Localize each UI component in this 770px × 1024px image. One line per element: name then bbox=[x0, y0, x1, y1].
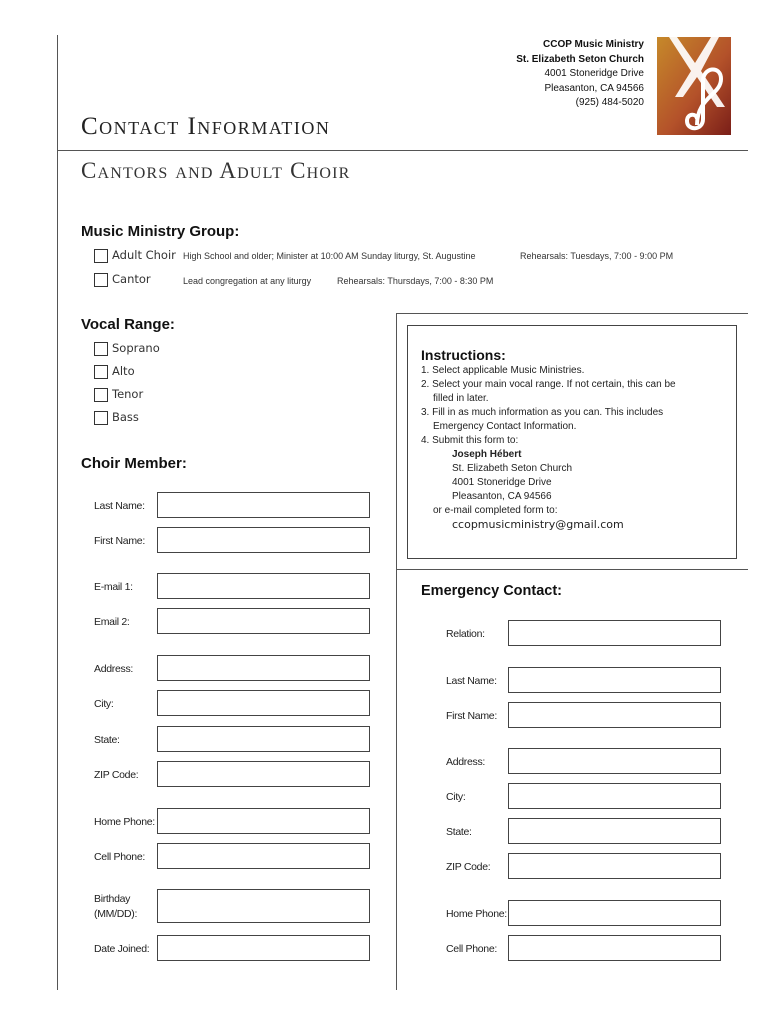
submit-email[interactable]: ccopmusicministry@gmail.com bbox=[452, 518, 624, 531]
emergency-city-field[interactable] bbox=[508, 783, 721, 809]
emergency-state-label: State: bbox=[446, 826, 472, 838]
member-address-field[interactable] bbox=[157, 655, 370, 681]
vocal-range-heading: Vocal Range: bbox=[81, 316, 175, 333]
emergency-relation-field[interactable] bbox=[508, 620, 721, 646]
member-date-joined-label: Date Joined: bbox=[94, 943, 150, 955]
title-rule bbox=[57, 150, 748, 151]
cantor-label: Cantor bbox=[112, 272, 151, 286]
instruction-step-3-cont: Emergency Contact Information. bbox=[433, 421, 577, 432]
member-state-field[interactable] bbox=[157, 726, 370, 752]
emergency-home-phone-label: Home Phone: bbox=[446, 908, 507, 920]
cantor-desc: Lead congregation at any liturgy bbox=[183, 276, 312, 286]
alto-label: Alto bbox=[112, 364, 135, 378]
member-cell-phone-label: Cell Phone: bbox=[94, 851, 145, 863]
submit-street: 4001 Stoneridge Drive bbox=[452, 477, 552, 488]
emergency-last-name-field[interactable] bbox=[508, 667, 721, 693]
emergency-cell-phone-label: Cell Phone: bbox=[446, 943, 497, 955]
header-org: CCOP Music Ministry bbox=[543, 39, 644, 50]
birthday-label-line2: (MM/DD): bbox=[94, 908, 138, 920]
emergency-city-label: City: bbox=[446, 791, 466, 803]
member-city-field[interactable] bbox=[157, 690, 370, 716]
submit-city: Pleasanton, CA 94566 bbox=[452, 491, 552, 502]
emergency-first-name-field[interactable] bbox=[508, 702, 721, 728]
instructions-top-rule bbox=[396, 313, 748, 314]
header-church: St. Elizabeth Seton Church bbox=[516, 53, 644, 65]
soprano-checkbox[interactable] bbox=[94, 342, 108, 356]
member-first-name-label: First Name: bbox=[94, 535, 145, 547]
instructions-text bbox=[421, 364, 676, 532]
member-email2-label: Email 2: bbox=[94, 616, 130, 628]
emergency-zip-label: ZIP Code: bbox=[446, 861, 491, 873]
emergency-top-rule bbox=[396, 569, 748, 570]
bass-checkbox[interactable] bbox=[94, 411, 108, 425]
header-street: 4001 Stoneridge Drive bbox=[544, 68, 644, 79]
submit-or-email: or e-mail completed form to: bbox=[433, 505, 558, 516]
instruction-step-4: 4. Submit this form to: bbox=[421, 435, 519, 446]
choir-member-heading: Choir Member: bbox=[81, 455, 187, 472]
tenor-checkbox[interactable] bbox=[94, 388, 108, 402]
emergency-home-phone-field[interactable] bbox=[508, 900, 721, 926]
soprano-label: Soprano bbox=[112, 341, 160, 355]
cantor-rehearsal: Rehearsals: Thursdays, 7:00 - 8:30 PM bbox=[337, 276, 494, 286]
member-home-phone-field[interactable] bbox=[157, 808, 370, 834]
instruction-step-2-cont: filled in later. bbox=[433, 393, 489, 404]
adult-choir-rehearsal: Rehearsals: Tuesdays, 7:00 - 9:00 PM bbox=[520, 251, 674, 261]
tenor-label: Tenor bbox=[112, 387, 144, 401]
member-state-label: State: bbox=[94, 734, 120, 746]
member-birthday-field[interactable] bbox=[157, 889, 370, 923]
adult-choir-checkbox[interactable] bbox=[94, 249, 108, 263]
member-home-phone-label: Home Phone: bbox=[94, 816, 155, 828]
alto-checkbox[interactable] bbox=[94, 365, 108, 379]
group-heading: Music Ministry Group: bbox=[81, 223, 240, 240]
member-zip-field[interactable] bbox=[157, 761, 370, 787]
member-email1-label: E-mail 1: bbox=[94, 581, 133, 593]
member-last-name-field[interactable] bbox=[157, 492, 370, 518]
member-city-label: City: bbox=[94, 698, 114, 710]
emergency-cell-phone-field[interactable] bbox=[508, 935, 721, 961]
emergency-last-name-label: Last Name: bbox=[446, 675, 497, 687]
member-cell-phone-field[interactable] bbox=[157, 843, 370, 869]
emergency-state-field[interactable] bbox=[508, 818, 721, 844]
page-title: Contact Information bbox=[81, 113, 331, 140]
member-birthday-label bbox=[94, 892, 137, 922]
header-phone: (925) 484-5020 bbox=[575, 97, 644, 108]
member-email1-field[interactable] bbox=[157, 573, 370, 599]
member-address-label: Address: bbox=[94, 663, 134, 675]
submit-name: Joseph Hébert bbox=[452, 449, 522, 460]
page-subtitle: Cantors and Adult Choir bbox=[81, 158, 351, 183]
header-address bbox=[516, 38, 644, 111]
emergency-first-name-label: First Name: bbox=[446, 710, 497, 722]
adult-choir-desc: High School and older; Minister at 10:00 AM Sunday liturgy, St. Augustine bbox=[183, 251, 476, 261]
music-ministry-logo bbox=[657, 37, 731, 135]
emergency-heading: Emergency Contact: bbox=[421, 583, 563, 599]
member-last-name-label: Last Name: bbox=[94, 500, 145, 512]
left-margin-rule bbox=[57, 35, 58, 990]
instruction-step-3: 3. Fill in as much information as you can. This includes bbox=[421, 407, 664, 418]
instruction-step-2: 2. Select your main vocal range. If not certain, this can be bbox=[421, 379, 676, 390]
submit-church: St. Elizabeth Seton Church bbox=[452, 463, 573, 474]
member-first-name-field[interactable] bbox=[157, 527, 370, 553]
instruction-step-1: 1. Select applicable Music Ministries. bbox=[421, 365, 585, 376]
emergency-zip-field[interactable] bbox=[508, 853, 721, 879]
birthday-label-line1: Birthday bbox=[94, 893, 131, 905]
center-divider-rule bbox=[396, 313, 397, 990]
member-date-joined-field[interactable] bbox=[157, 935, 370, 961]
adult-choir-label: Adult Choir bbox=[112, 248, 176, 262]
emergency-relation-label: Relation: bbox=[446, 628, 485, 640]
member-email2-field[interactable] bbox=[157, 608, 370, 634]
emergency-address-label: Address: bbox=[446, 756, 486, 768]
bass-label: Bass bbox=[112, 410, 139, 424]
instructions-heading: Instructions: bbox=[421, 347, 506, 363]
header-city: Pleasanton, CA 94566 bbox=[544, 82, 644, 94]
emergency-address-field[interactable] bbox=[508, 748, 721, 774]
cantor-checkbox[interactable] bbox=[94, 273, 108, 287]
member-zip-label: ZIP Code: bbox=[94, 769, 139, 781]
